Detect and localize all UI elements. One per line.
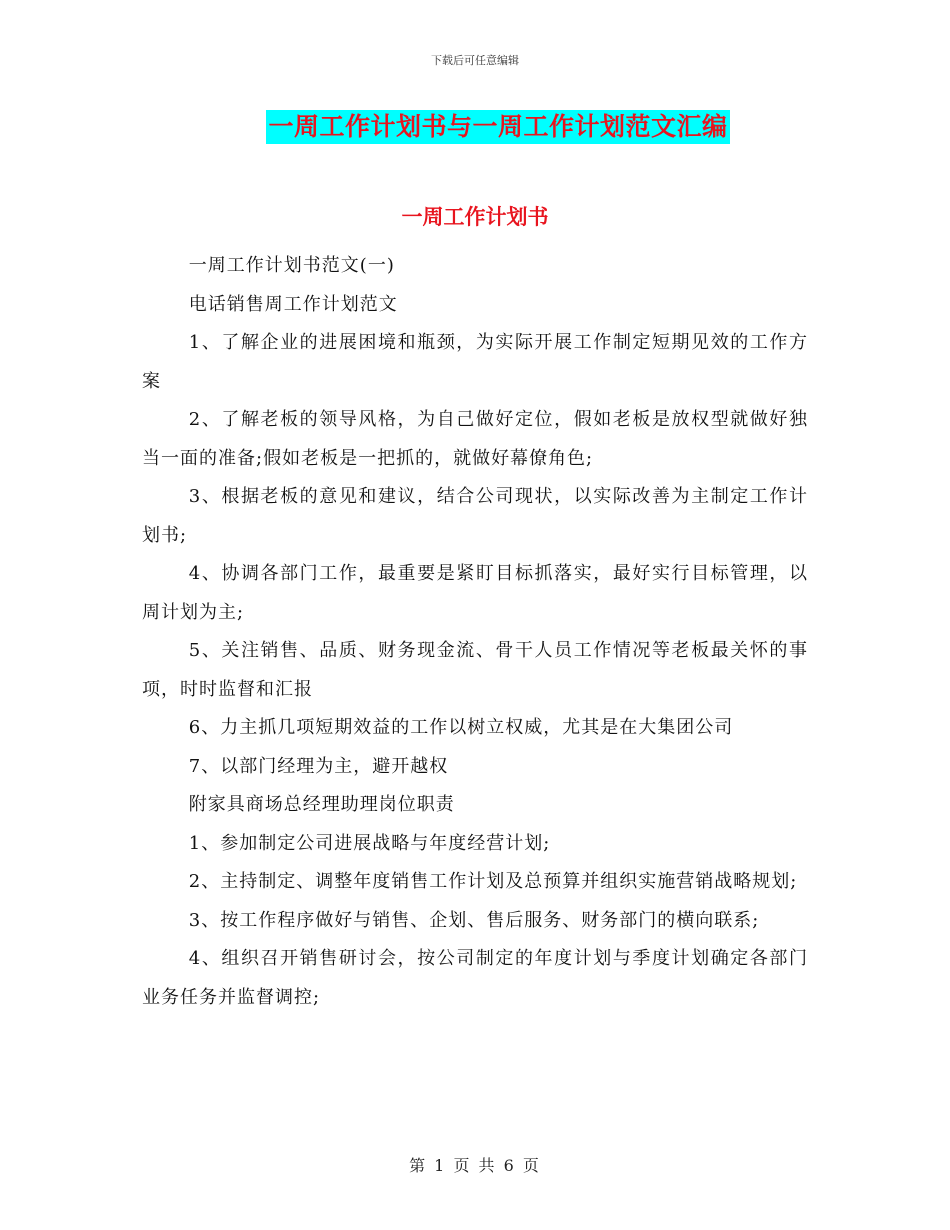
paragraph: 5、关注销售、品质、财务现金流、骨干人员工作情况等老板最关怀的事项，时时监督和汇报 [142,640,808,700]
paragraph: 1、了解企业的进展困境和瓶颈，为实际开展工作制定短期见效的工作方案 [142,332,808,392]
paragraph: 一周工作计划书范文(一) [188,255,395,276]
paragraph: 6、力主抓几项短期效益的工作以树立权威，尤其是在大集团公司 [188,717,734,738]
document-body [142,247,808,1017]
paragraph: 3、按工作程序做好与销售、企划、售后服务、财务部门的横向联系; [188,909,760,931]
main-title-container [0,110,950,144]
paragraph: 附家具商场总经理助理岗位职责 [188,794,455,815]
page-number: 第 1 页 共 6 页 [409,1156,541,1175]
paragraph: 4、组织召开销售研讨会，按公司制定的年度计划与季度计划确定各部门业务任务并监督调控; [142,948,808,1008]
paragraph: 4、协调各部门工作，最重要是紧盯目标抓落实，最好实行目标管理，以周计划为主; [142,563,808,623]
paragraph: 2、主持制定、调整年度销售工作计划及总预算并组织实施营销战略规划; [188,871,798,892]
section-title: 一周工作计划书 [401,205,549,229]
paragraph: 电话销售周工作计划范文 [188,293,398,315]
main-title: 一周工作计划书与一周工作计划范文汇编 [266,110,729,144]
paragraph: 7、以部门经理为主，避开越权 [188,755,449,777]
paragraph: 3、根据老板的意见和建议，结合公司现状，以实际改善为主制定工作计划书; [142,486,808,546]
paragraph: 1、参加制定公司进展战略与年度经营计划; [188,832,551,854]
page-header-note: 下载后可任意编辑 [431,54,519,67]
paragraph: 2、了解老板的领导风格，为自己做好定位，假如老板是放权型就做好独当一面的准备;假如老板是一把抓的，就做好幕僚角色; [142,409,808,469]
